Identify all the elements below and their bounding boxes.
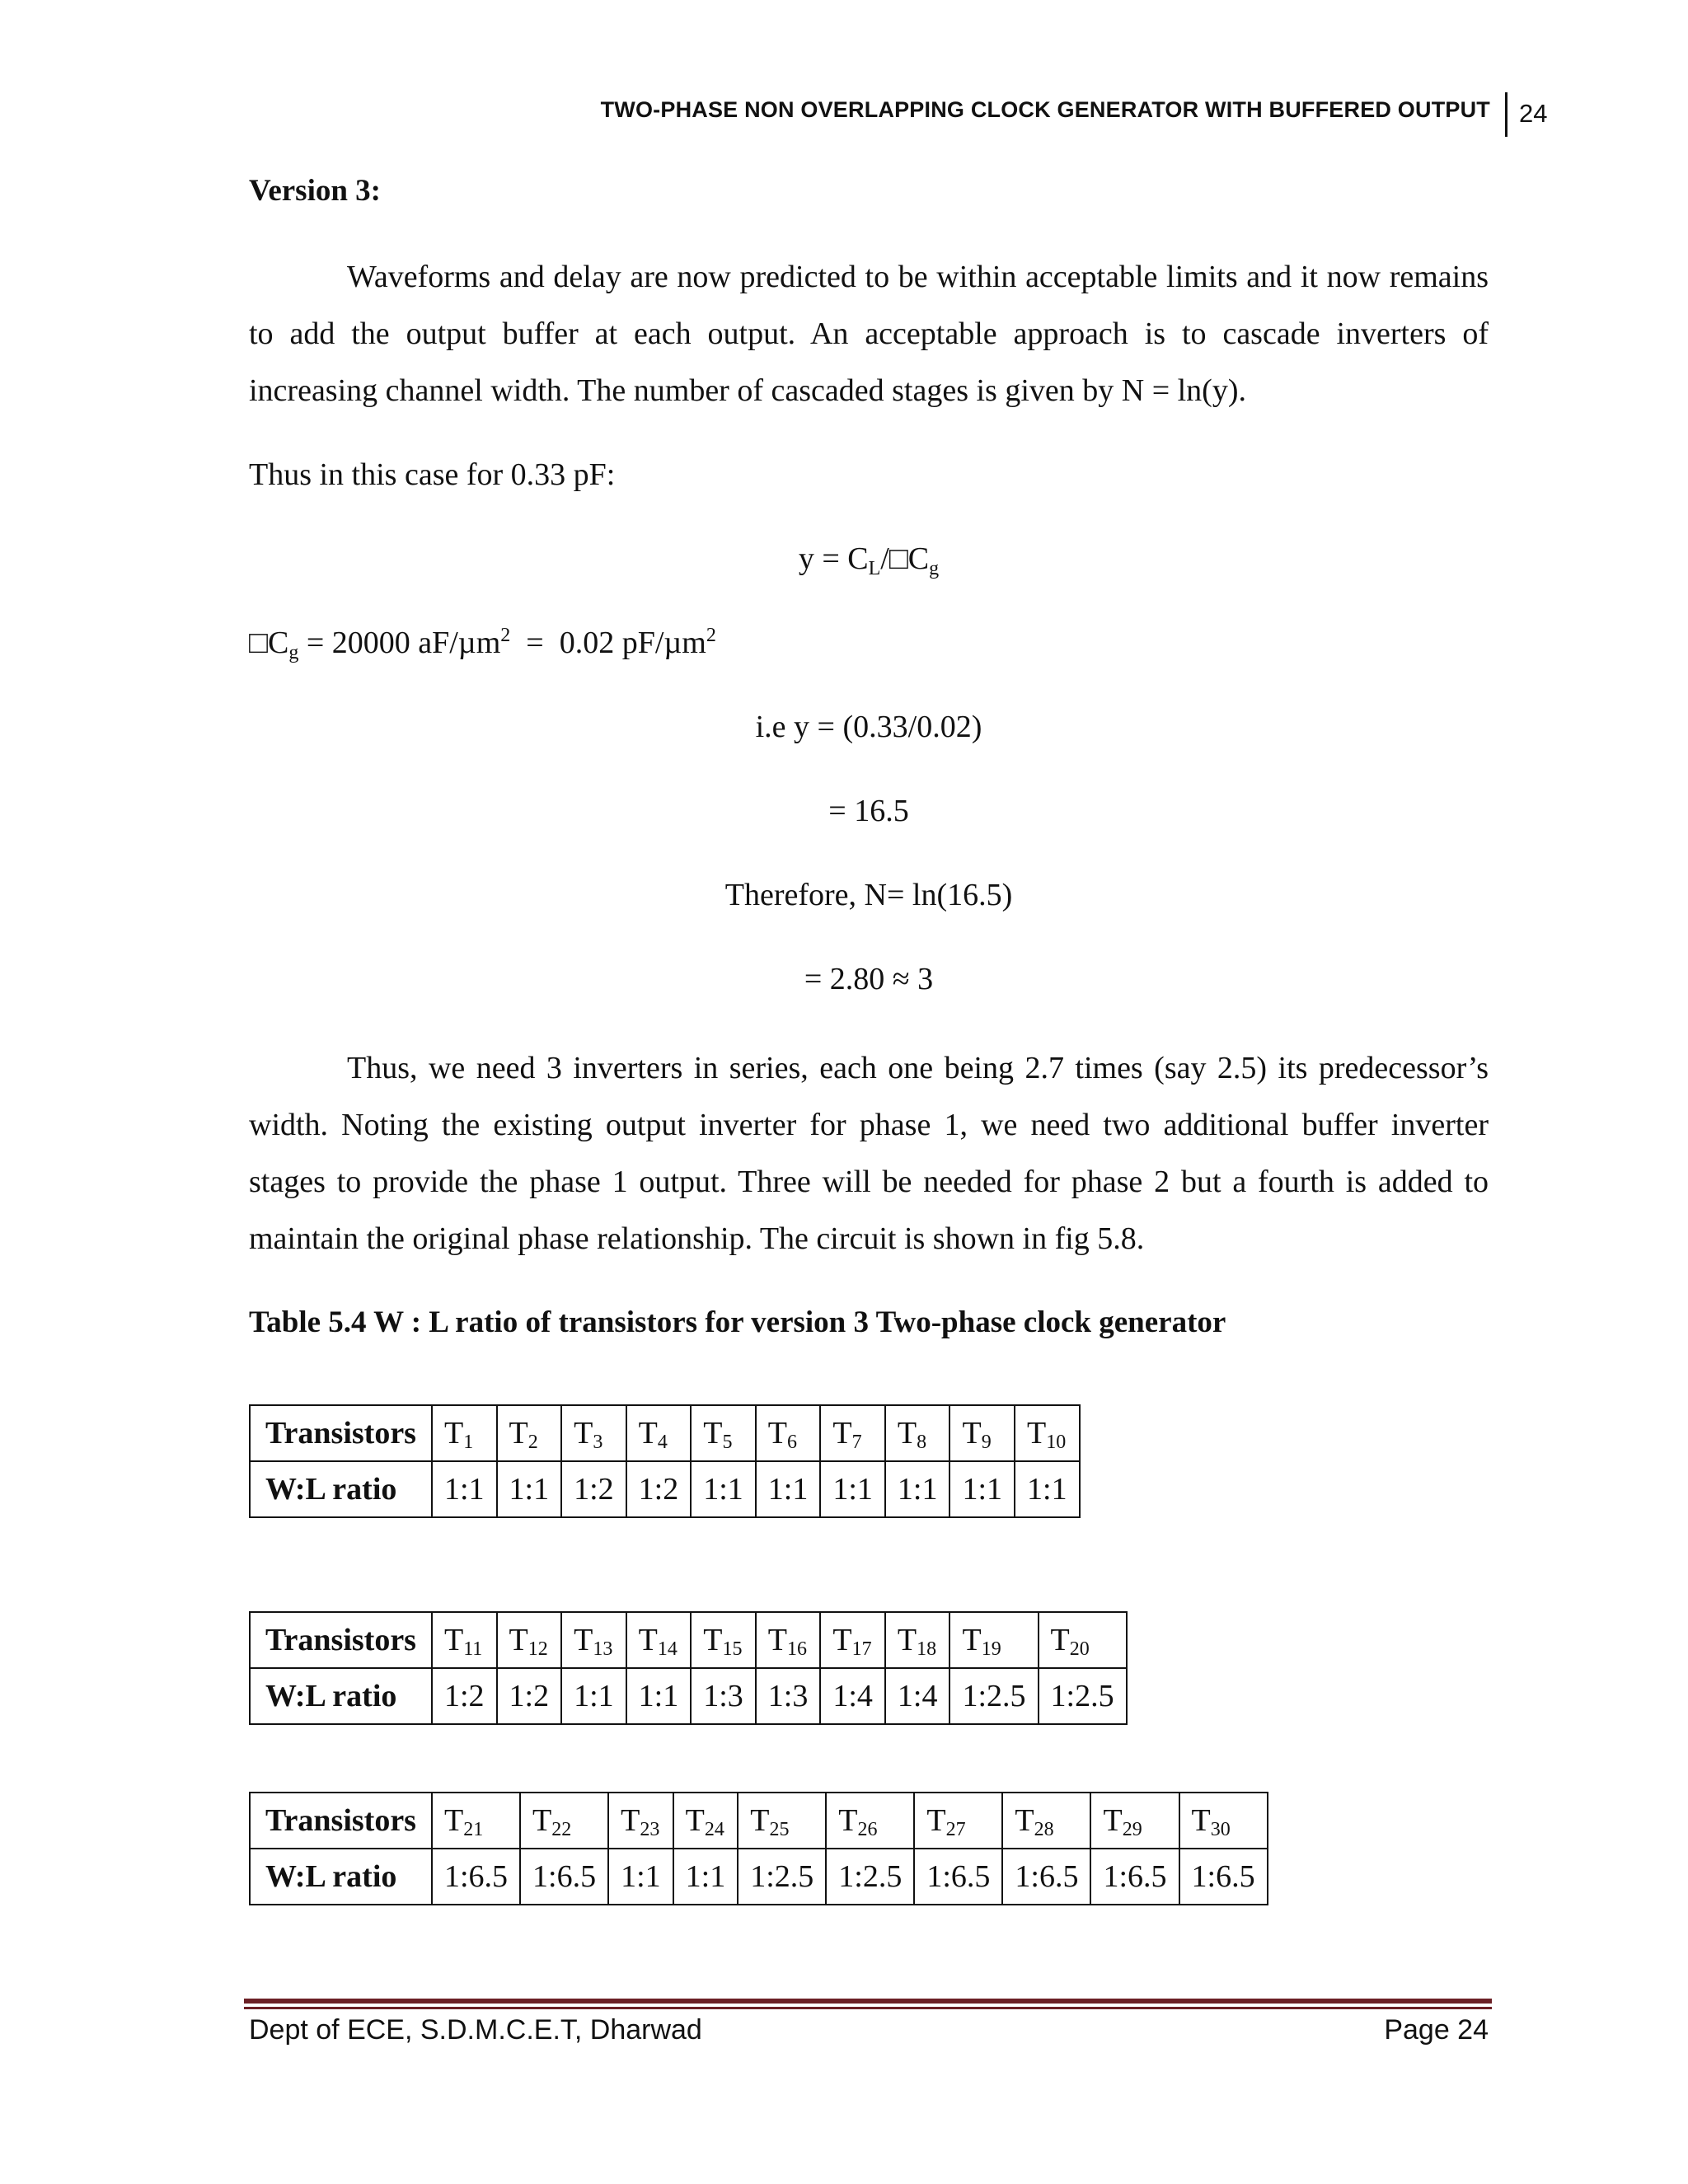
table-header-ratio: W:L ratio [250,1849,432,1905]
footer-rule-thick [244,1999,1492,2004]
ratio-cell: 1:4 [885,1668,950,1724]
transistor-cell: $T_1$ [432,1405,497,1461]
equation-y-ratio: i.e y = (0.33/0.02) [755,710,982,744]
table-header-transistors: Transistors [250,1793,432,1849]
table-header-transistors: Transistors [250,1405,432,1461]
eq2-value-pf: = 0.02 pF/µm [510,626,706,660]
table-row-ratios [250,1461,1080,1517]
transistor-cell: $T_4$ [626,1405,692,1461]
paragraph-case: Thus in this case for 0.33 pF: [249,457,616,492]
transistor-cell: $T_{11}$ [432,1612,497,1668]
equation-y-result: = 16.5 [828,794,909,828]
table-caption: Table 5.4 W : L ratio of transistors for version 3 Two-phase clock generator [249,1305,1226,1339]
transistor-cell: $T_{29}$ [1090,1793,1179,1849]
ratio-cell: 1:2.5 [950,1668,1038,1724]
transistor-cell: $T_8$ [885,1405,950,1461]
table-row-ratios [250,1849,1268,1905]
ratio-cell: 1:4 [820,1668,885,1724]
transistor-cell: $T_{24}$ [673,1793,738,1849]
table-row-ratios [250,1668,1127,1724]
transistor-cell: $T_{14}$ [626,1612,692,1668]
transistor-cell: $T_{27}$ [914,1793,1002,1849]
transistor-cell: $T_9$ [950,1405,1015,1461]
ratio-cell: 1:6.5 [1002,1849,1090,1905]
ratio-cell: 1:2 [561,1461,626,1517]
section-heading: Version 3: [249,174,381,208]
eq1-prefix: y = C [798,541,869,576]
header-page-number: 24 [1519,99,1548,128]
eq1-subscript-l: L [868,558,881,579]
transistor-cell: $T_{18}$ [885,1612,950,1668]
ratio-cell: 1:2 [497,1668,562,1724]
ratio-cell: 1:1 [497,1461,562,1517]
equation-cg-value [249,625,716,661]
transistor-cell: $T_3$ [561,1405,626,1461]
ratio-cell: 1:1 [432,1461,497,1517]
ratio-cell: 1:2.5 [1039,1668,1127,1724]
ratio-cell: 1:1 [756,1461,821,1517]
transistor-cell: $T_{22}$ [520,1793,608,1849]
transistor-cell: $T_2$ [497,1405,562,1461]
ratio-cell: 1:6.5 [432,1849,520,1905]
eq2-superscript-1: 2 [500,625,511,646]
ratio-cell: 1:1 [561,1668,626,1724]
transistor-cell: $T_6$ [756,1405,821,1461]
ratio-cell: 1:1 [820,1461,885,1517]
transistor-cell: $T_{28}$ [1002,1793,1090,1849]
ratio-cell: 1:1 [950,1461,1015,1517]
equation-n-ln: Therefore, N= ln(16.5) [724,878,1013,912]
eq1-mid: /□C [880,541,930,576]
ratio-cell: 1:6.5 [1090,1849,1179,1905]
table-row-transistors [250,1793,1268,1849]
ratio-cell: 1:6.5 [914,1849,1002,1905]
ratio-cell: 1:1 [885,1461,950,1517]
ratio-cell: 1:1 [626,1668,692,1724]
footer-department: Dept of ECE, S.D.M.C.E.T, Dharwad [249,2014,702,2046]
eq1-subscript-g: g [929,558,940,579]
transistor-cell: $T_{13}$ [561,1612,626,1668]
equation-n-result: = 2.80 ≈ 3 [804,962,934,996]
table-header-ratio: W:L ratio [250,1668,432,1724]
ratio-cell: 1:2.5 [826,1849,914,1905]
transistor-cell: $T_7$ [820,1405,885,1461]
ratio-cell: 1:2.5 [738,1849,826,1905]
transistor-cell: $T_{15}$ [691,1612,756,1668]
transistor-cell: $T_5$ [691,1405,756,1461]
ratio-cell: 1:6.5 [1179,1849,1268,1905]
header-divider [1505,92,1507,137]
transistor-cell: $T_{25}$ [738,1793,826,1849]
transistor-cell: $T_{20}$ [1039,1612,1127,1668]
ratio-cell: 1:1 [691,1461,756,1517]
ratio-cell: 1:3 [756,1668,821,1724]
transistor-cell: $T_{23}$ [608,1793,673,1849]
running-header-title: TWO-PHASE NON OVERLAPPING CLOCK GENERATOR WITH BUFFERED OUTPUT [600,97,1490,122]
table-row-transistors [250,1612,1127,1668]
footer-page-label: Page 24 [1384,2014,1489,2046]
ratio-cell: 1:1 [608,1849,673,1905]
ratio-table-3 [249,1792,1268,1905]
eq2-superscript-2: 2 [706,625,716,646]
ratio-cell: 1:3 [691,1668,756,1724]
transistor-cell: $T_{17}$ [820,1612,885,1668]
transistor-cell: $T_{30}$ [1179,1793,1268,1849]
transistor-cell: $T_{19}$ [950,1612,1038,1668]
eq2-box-c: □C [249,626,289,660]
ratio-cell: 1:1 [673,1849,738,1905]
ratio-cell: 1:6.5 [520,1849,608,1905]
transistor-cell: $T_{21}$ [432,1793,520,1849]
transistor-cell: $T_{26}$ [826,1793,914,1849]
paragraph-inverters: Thus, we need 3 inverters in series, each one being 2.7 times (say 2.5) its predecessor’s width. Noting the existing output inverter for phase 1, we need two additional buffer inverter stages to provide the phase 1 output. Three will be needed for phase 2 but a fourth is added to maintain the original phase relationship. The circuit is shown in fig 5.8. [249,1051,1489,1256]
ratio-table-1 [249,1404,1081,1518]
ratio-cell: 1:2 [432,1668,497,1724]
paragraph-intro: Waveforms and delay are now predicted to be within acceptable limits and it now remains to add the output buffer at each output. An acceptable approach is to cascade inverters of increasing channel width. The number of cascaded stages is given by N = ln(y). [249,260,1489,408]
eq2-value-af: = 20000 aF/µm [298,626,501,660]
table-header-transistors: Transistors [250,1612,432,1668]
eq2-subscript-g: g [288,642,299,663]
transistor-cell: $T_{10}$ [1015,1405,1080,1461]
table-row-transistors [250,1405,1080,1461]
transistor-cell: $T_{16}$ [756,1612,821,1668]
ratio-table-2 [249,1611,1128,1725]
ratio-cell: 1:1 [1015,1461,1080,1517]
equation-y-definition [0,541,1688,577]
table-header-ratio: W:L ratio [250,1461,432,1517]
transistor-cell: $T_{12}$ [497,1612,562,1668]
ratio-cell: 1:2 [626,1461,692,1517]
footer-rule-thin [244,2007,1492,2009]
